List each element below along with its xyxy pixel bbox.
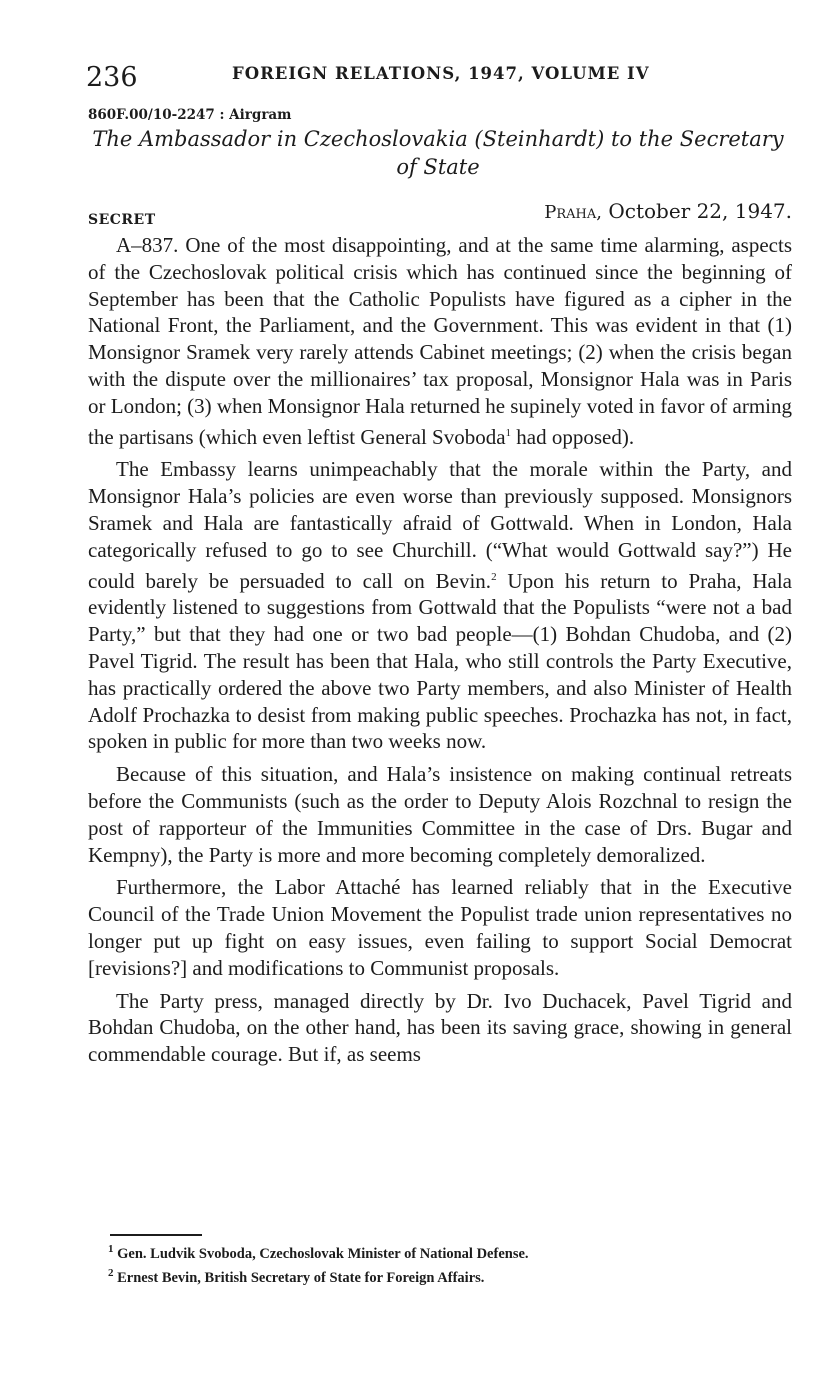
page-number: 236: [86, 62, 138, 93]
paragraph: The Party press, managed directly by Dr. Ivo Duchacek, Pavel Tigrid and Bohdan Chudoba, on the other hand, has been its saving grace, showing in general commendable courage. But if, as seems: [88, 988, 792, 1067]
paragraph: A–837. One of the most disappointing, and at the same time alarming, aspects of the Czechoslovak political crisis which has continued since the beginning of September has been that the Catholic Populists have figured as a cipher in the National Front, the Parliament, and the Government. This was evident in that (1) Monsignor Sramek very rarely attends Cabinet meetings; (2) when the crisis began with the dispute over the millionaires’ tax proposal, Monsignor Hala was in Paris or London; (3) when Monsignor Hala returned he supinely voted in favor of arming the partisans (which even leftist General Svoboda$^1$ had opposed).: [88, 233, 792, 449]
classification-label: SECRET: [88, 212, 156, 228]
document-title: The Ambassador in Czechoslovakia (Steinhardt) to the Secretary of State: [92, 127, 784, 179]
footnote: $^1$ Gen. Ludvik Svoboda, Czechoslovak Minister of National Defense.: [108, 1243, 529, 1262]
footnotes: [108, 1240, 798, 1288]
footnote: $^2$ Ernest Bevin, British Secretary of State for Foreign Affairs.: [108, 1266, 485, 1286]
footnote-rule: [110, 1234, 202, 1236]
dateline-city: Praha,: [544, 202, 602, 223]
running-head: FOREIGN RELATIONS, 1947, VOLUME IV: [232, 64, 650, 83]
footnote-ref: 1: [505, 426, 512, 439]
body-text: [88, 232, 792, 1074]
paragraph: Because of this situation, and Hala’s insistence on making continual retreats before the Communists (such as the order to Deputy Alois Rozchnal to resign the post of rapporteur of the Immunities Committee in the case of Drs. Bugar and Kempny), the Party is more and more becoming completely demoralized.: [88, 762, 792, 867]
footnote-ref: 2: [491, 570, 497, 583]
document-id: 860F.00/10-2247 : Airgram: [88, 107, 292, 123]
paragraph: Furthermore, the Labor Attaché has learned reliably that in the Executive Council of the Trade Union Movement the Populist trade union representatives no longer put up fight on easy issues, even failing to support Social Democrat [revisions?] and modifications to Communist proposals.: [88, 875, 792, 980]
dateline-date: October 22, 1947.: [608, 199, 792, 223]
paragraph: The Embassy learns unimpeachably that the morale within the Party, and Monsignor Hala’s policies are even worse than previously supposed. Monsignors Sramek and Hala are fantastically afraid of Gottwald. When in London, Hala categorically refused to go to see Churchill. (“What would Gottwald say?”) He could barely be persuaded to call on Bevin.$^2$ Upon his return to Praha, Hala evidently listened to suggestions from Gottwald that the Populists “were not a bad Party,” but that they had one or two bad people—(1) Bohdan Chudoba, and (2) Pavel Tigrid. The result has been that Hala, who still controls the Party Executive, has practically ordered the above two Party members, and also Minister of Health Adolf Prochazka to desist from making public speeches. Prochazka has not, in fact, spoken in public for more than two weeks now.: [88, 457, 793, 754]
dateline: [544, 199, 792, 223]
